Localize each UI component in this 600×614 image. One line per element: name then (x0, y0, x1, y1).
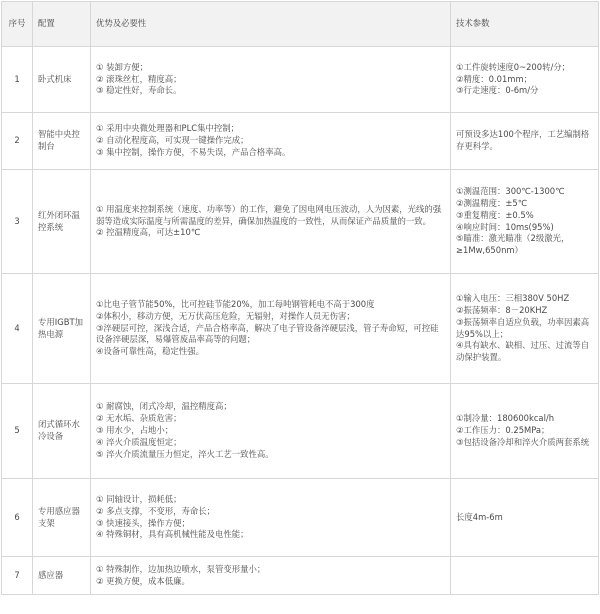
advantages-cell (91, 384, 451, 479)
advantage-line: ④设备可靠性高，稳定性强。 (96, 346, 205, 357)
param-line: ①工件旋转速度0~200转/分； (456, 61, 571, 72)
param-line: 长度4m-6m (456, 511, 503, 522)
equipment-spec-table (1, 1, 599, 595)
advantage-line: ④ 淬火介质温度恒定； (96, 436, 182, 447)
advantage-line: ①比电子管节能50%，比可控硅节能20%，加工每吨钢管耗电不高于300度 (96, 298, 375, 309)
advantage-line: ② 多点支撑，不变形，寿命长； (96, 505, 216, 516)
param-line: ②精度：0.01mm； (456, 73, 532, 84)
table-row (2, 274, 599, 384)
advantage-line: ① 采用中央微处理器和PLC集中控制； (96, 123, 239, 134)
params-cell (451, 384, 599, 479)
header-advantages: 优势及必要性 (91, 2, 451, 47)
advantage-line: ② 滚珠丝杠，精度高； (96, 73, 182, 84)
advantage-line: ③ 集中控制，操作方便，不易失误，产品合格率高。 (96, 146, 291, 157)
advantage-line: ② 无水垢、杂质危害； (96, 413, 182, 424)
table-row (2, 479, 599, 557)
row-number: 4 (2, 274, 33, 384)
header-config: 配置 (33, 2, 91, 47)
advantage-line: ⑤ 淬火介质流量压力恒定，淬火工艺一致性高。 (96, 448, 274, 459)
advantage-line: ② 自动化程度高，可实现一键操作完成； (96, 135, 249, 146)
header-no: 序号 (2, 2, 33, 47)
param-line: ④响应时间：10ms(95%) (456, 221, 554, 232)
params-cell (451, 170, 599, 274)
table-row (2, 113, 599, 170)
params-cell (451, 557, 599, 595)
advantage-line: ① 耐腐蚀，闭式冷却，温控精度高； (96, 401, 232, 412)
param-line: ①测温范围：300℃-1300℃ (456, 185, 565, 196)
advantages-cell (91, 113, 451, 170)
advantage-line: ① 同轴设计，损耗低； (96, 493, 182, 504)
advantages-cell (91, 274, 451, 384)
config-name: 感应器 (33, 557, 91, 595)
advantage-line: ② 更换方便，成本低廉。 (96, 575, 190, 586)
param-line: ④具有缺水、缺相、过压、过流等自动保护装置。 (456, 340, 590, 363)
param-line: ②振荡频率：8－20KHZ (456, 304, 548, 315)
table-row (2, 557, 599, 595)
row-number: 2 (2, 113, 33, 170)
config-name: 智能中央控制台 (33, 113, 91, 170)
params-cell (451, 47, 599, 113)
table-row (2, 384, 599, 479)
advantage-line: ① 装卸方便； (96, 61, 149, 72)
params-cell (451, 479, 599, 557)
advantage-line: ③淬硬层可控，深浅合适，产品合格率高，解决了电子管设备淬硬层浅，管子寿命短，可控硅设备淬硬层深，易爆管废品率高等的问题； (96, 322, 439, 345)
param-line: ③包括设备冷却和淬火介质两套系统 (456, 436, 590, 447)
advantage-line: ②体积小，移动方便，无万伏高压危险，无辐射，对操作人员无伤害； (96, 310, 355, 321)
advantage-line: ③ 用水少，占地小； (96, 425, 174, 436)
table-row (2, 170, 599, 274)
config-name: 红外闭环温控系统 (33, 170, 91, 274)
advantage-line: ④ 特殊铜材，具有高机械性能及电性能； (96, 529, 249, 540)
config-name: 专用IGBT加热电源 (33, 274, 91, 384)
config-name: 闭式循环水冷设备 (33, 384, 91, 479)
param-line: ②工作压力：0.25MPa； (456, 425, 550, 436)
config-name: 卧式机床 (33, 47, 91, 113)
row-number: 1 (2, 47, 33, 113)
param-line: 可预设多达100个程序，工艺编制格存更科学。 (456, 129, 590, 151)
row-number: 7 (2, 557, 33, 595)
advantages-cell (91, 170, 451, 274)
param-line: ①制冷量：180600kcal/h (456, 413, 555, 424)
param-line: ⑤瞄准：激光瞄准（2级激光，≥1Mw,650nm） (456, 233, 570, 256)
param-line: ③行走速度：0-6m/分 (456, 85, 539, 96)
advantages-cell (91, 479, 451, 557)
advantages-cell (91, 557, 451, 595)
advantages-cell (91, 47, 451, 113)
header-row (2, 2, 599, 47)
advantage-line: ② 控温精度高，可达±10℃ (96, 227, 201, 238)
params-cell (451, 113, 599, 170)
config-name: 专用感应器支架 (33, 479, 91, 557)
header-params: 技术参数 (451, 2, 599, 47)
advantage-line: ① 特殊制作，边加热边喷水，泵管变形量小； (96, 563, 266, 574)
params-cell (451, 274, 599, 384)
table-row (2, 47, 599, 113)
param-line: ①输入电压：三相380V 50HZ (456, 292, 570, 303)
advantage-line: ① 用温度来控制系统（速度、功率等）的工作，避免了因电网电压波动，人为因素，光线的强弱等造成实际温度与所需温度的差异，确保加热温度的一致性，从而保证产品质量的一致。 (96, 203, 442, 226)
row-number: 5 (2, 384, 33, 479)
advantage-line: ③ 稳定性好，寿命长。 (96, 85, 182, 96)
param-line: ②测温精度：±5℃ (456, 197, 528, 208)
param-line: ③振荡频率自适应负载，功率因素高达95%以上； (456, 316, 590, 339)
param-line: ③重复精度：±0.5% (456, 209, 534, 220)
advantage-line: ③ 快速接头，操作方便； (96, 517, 190, 528)
row-number: 3 (2, 170, 33, 274)
row-number: 6 (2, 479, 33, 557)
